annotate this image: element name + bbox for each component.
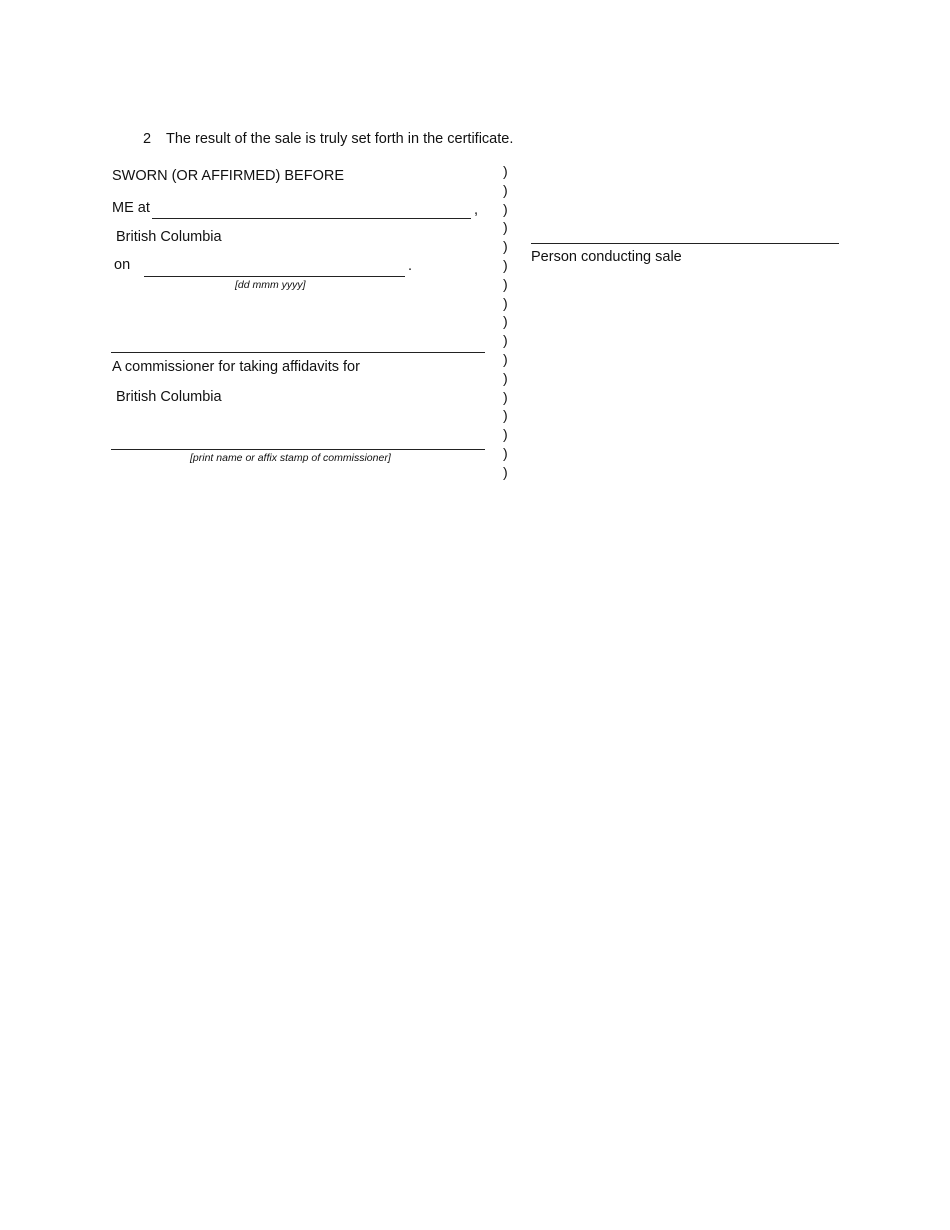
paren-glyph: ) <box>503 163 508 179</box>
on-label: on <box>114 257 131 273</box>
paren-glyph: ) <box>503 294 508 311</box>
sworn-label: SWORN (OR AFFIRMED) BEFORE <box>112 168 344 184</box>
commissioner-label: A commissioner for taking affidavits for <box>112 359 360 375</box>
province-label-2: British Columbia <box>116 389 222 405</box>
paragraph-text: The result of the sale is truly set forth in the certificate. <box>166 131 514 147</box>
paren-glyph: ) <box>503 313 508 330</box>
paren-glyph: ) <box>503 463 508 480</box>
signatory-signature-line[interactable] <box>531 243 839 244</box>
paren-glyph: ) <box>503 351 508 367</box>
paren-glyph: ) <box>503 407 508 424</box>
paren-glyph: ) <box>503 257 508 273</box>
place-input-line[interactable] <box>152 218 471 219</box>
commissioner-hint: [print name or affix stamp of commissioner] <box>190 452 391 464</box>
paren-glyph: ) <box>503 238 508 255</box>
date-period: . <box>408 258 413 274</box>
date-input-line[interactable] <box>144 276 405 277</box>
paren-glyph: ) <box>503 200 508 217</box>
commissioner-name-line[interactable] <box>111 449 485 450</box>
signatory-label: Person conducting sale <box>531 249 682 265</box>
paren-glyph: ) <box>503 219 508 236</box>
place-comma: , <box>474 202 479 218</box>
commissioner-signature-line[interactable] <box>111 352 485 353</box>
paren-glyph: ) <box>503 445 508 461</box>
paren-glyph: ) <box>503 426 508 443</box>
paragraph-number: 2 <box>143 131 152 147</box>
date-hint: [dd mmm yyyy] <box>235 279 306 291</box>
paren-glyph: ) <box>503 388 508 405</box>
paren-glyph: ) <box>503 181 508 198</box>
paren-glyph: ) <box>503 332 508 349</box>
me-at-label: ME at <box>112 200 150 216</box>
province-label-1: British Columbia <box>116 229 222 245</box>
paren-glyph: ) <box>503 275 508 292</box>
paren-glyph: ) <box>503 369 508 386</box>
